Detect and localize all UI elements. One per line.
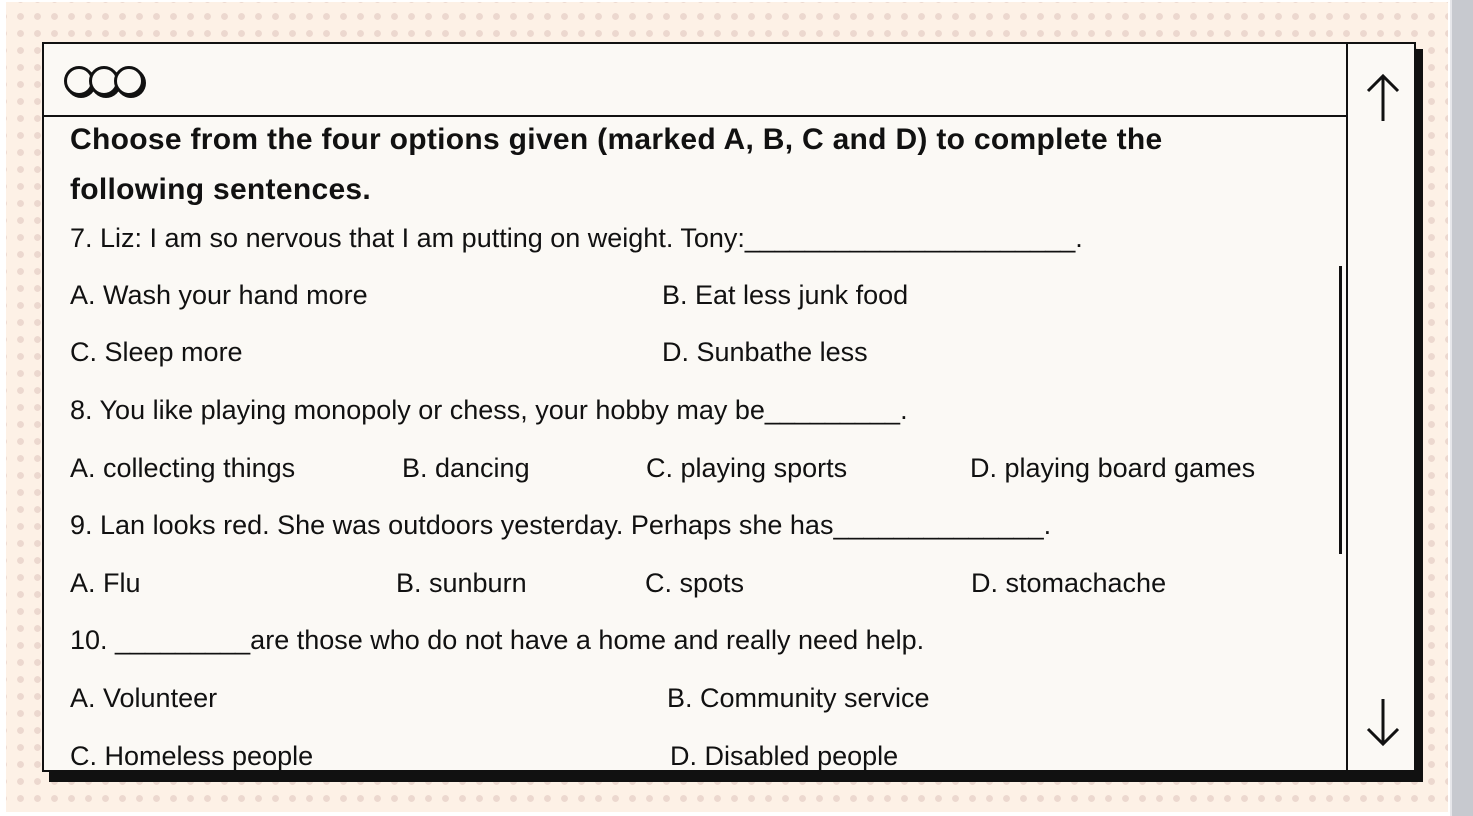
- question-10-option-d[interactable]: D. Disabled people: [670, 741, 899, 771]
- question-7-option-a[interactable]: A. Wash your hand more: [70, 280, 368, 310]
- instruction-heading-line-2: following sentences.: [70, 173, 372, 206]
- instruction-heading-line-1: Choose from the four options given (marked A, B, C and D) to complete the: [70, 123, 1163, 156]
- question-8-option-d[interactable]: D. playing board games: [970, 453, 1256, 483]
- question-9-option-d[interactable]: D. stomachache: [971, 568, 1167, 598]
- question-10-option-b[interactable]: B. Community service: [667, 683, 930, 713]
- arrow-up-icon[interactable]: [1365, 72, 1401, 124]
- question-10-option-c[interactable]: C. Homeless people: [70, 741, 314, 771]
- question-7-prompt: 7. Liz: I am so nervous that I am putting on weight. Tony:______________________.: [70, 223, 1083, 253]
- question-8-prompt: 8. You like playing monopoly or chess, your hobby may be_________.: [70, 395, 908, 425]
- question-8-option-b[interactable]: B. dancing: [402, 453, 530, 483]
- question-10-prompt: 10. _________are those who do not have a home and really need help.: [70, 625, 925, 655]
- arrow-down-icon[interactable]: [1365, 696, 1401, 748]
- question-7-option-c[interactable]: C. Sleep more: [70, 337, 243, 367]
- question-7-option-d[interactable]: D. Sunbathe less: [662, 337, 868, 367]
- scroll-column: [1348, 44, 1414, 770]
- question-10-option-a[interactable]: A. Volunteer: [70, 683, 218, 713]
- question-9-option-a[interactable]: A. Flu: [70, 568, 141, 598]
- question-8-option-a[interactable]: A. collecting things: [70, 453, 296, 483]
- quiz-content: [44, 117, 1348, 770]
- question-9-option-c[interactable]: C. spots: [645, 568, 745, 598]
- window-dot-3: [114, 66, 144, 96]
- scrollbar-track[interactable]: [1339, 266, 1342, 554]
- window-titlebar: [44, 44, 1348, 117]
- question-9-prompt: 9. Lan looks red. She was outdoors yesterday. Perhaps she has______________.: [70, 510, 1052, 540]
- question-8-option-c[interactable]: C. playing sports: [646, 453, 848, 483]
- question-9-option-b[interactable]: B. sunburn: [396, 568, 527, 598]
- question-7-option-b[interactable]: B. Eat less junk food: [662, 280, 909, 310]
- quiz-window: [42, 42, 1416, 772]
- editor-gutter: [1450, 0, 1473, 816]
